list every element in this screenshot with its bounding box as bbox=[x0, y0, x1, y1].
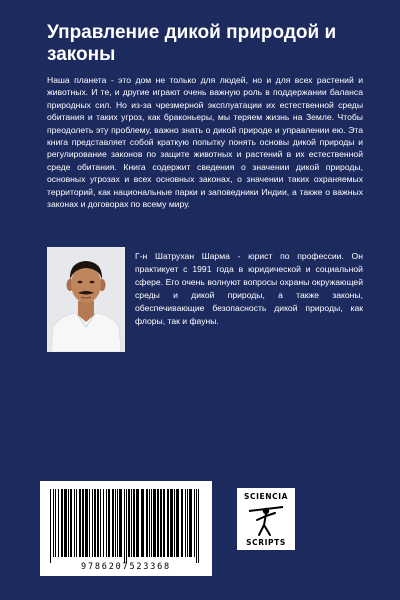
barcode-bar bbox=[198, 489, 199, 563]
barcode-bar bbox=[133, 489, 135, 557]
barcode-bar bbox=[64, 489, 67, 557]
isbn-number: 9786207523368 bbox=[81, 562, 171, 572]
barcode-bar bbox=[85, 489, 88, 557]
barcode-bar bbox=[170, 489, 173, 557]
scientist-figure-icon bbox=[245, 502, 287, 538]
barcode-bar bbox=[196, 489, 197, 563]
barcode-bar bbox=[68, 489, 69, 557]
book-title: Управление дикой природой и законы bbox=[47, 22, 337, 65]
barcode-bar bbox=[128, 489, 130, 557]
barcode-bar bbox=[174, 489, 175, 557]
barcode-bar bbox=[181, 489, 183, 557]
barcode-bar bbox=[97, 489, 99, 557]
barcode-bar bbox=[189, 489, 192, 557]
barcode-bar bbox=[79, 489, 81, 557]
barcode-bar bbox=[149, 489, 150, 557]
barcode-bar bbox=[187, 489, 188, 557]
author-bio: Г-н Шатрухан Шарма - юрист по профессии. Он практикует с 1991 года в юридической и социальной сфере. Его очень волнуют вопросы охраны окружающей среды и дикой природы, а также законы, обеспечивающие безопасность дикой природы, как флоры, так и фауны. bbox=[135, 251, 363, 326]
barcode-bar bbox=[82, 489, 84, 557]
barcode-bar bbox=[58, 489, 59, 557]
barcode-bar bbox=[151, 489, 152, 557]
barcode-bar bbox=[167, 489, 169, 557]
barcode-bar bbox=[160, 489, 162, 557]
barcode-bar bbox=[112, 489, 114, 557]
barcode-bar bbox=[124, 489, 125, 563]
barcode-bar bbox=[153, 489, 156, 557]
barcode-bar bbox=[141, 489, 144, 557]
book-description: Наша планета - это дом не только для людей, но и для всех растений и животных. И те, и другие играют очень важную роль в поддержании баланса природных сил. Но из-за чрезмерной эксплуатации их естественной среды обитания и таких угроз, как браконьеры, мы теряем жизнь на Земле. Чтобы преодолеть эту проблему, важно знать о дикой природе и управлении ею. Эта книга представляет собой краткую попытку понять основы дикой природы и регулирование законов по защите животных и растений в их естественной среде обитания. Книга содержит сведения о значении дикой природы, основных угрозах и всех основных законах, о значении таких охраняемых территорий, как национальные парки и заповедники Индии, а также о важных законах и договорах по всему миру. bbox=[47, 75, 363, 210]
barcode-bar bbox=[61, 489, 63, 557]
author-photo bbox=[47, 247, 125, 352]
barcode-bar bbox=[94, 489, 96, 557]
barcode-bar bbox=[108, 489, 110, 557]
barcode-bar bbox=[157, 489, 159, 557]
barcode-bar bbox=[74, 489, 75, 557]
barcode-bars bbox=[48, 489, 204, 563]
barcode-bar bbox=[163, 489, 165, 557]
barcode-bar bbox=[115, 489, 116, 557]
publisher-name-top: SCIENCIA bbox=[244, 492, 288, 501]
barcode-bar bbox=[53, 489, 54, 557]
barcode-bar bbox=[176, 489, 179, 557]
barcode-bar bbox=[92, 489, 93, 557]
barcode-bar bbox=[126, 489, 127, 563]
barcode-bar bbox=[185, 489, 186, 557]
barcode-bar bbox=[50, 489, 51, 563]
barcode-bar bbox=[76, 489, 77, 557]
barcode-bar bbox=[100, 489, 101, 557]
barcode-bar bbox=[117, 489, 118, 557]
publisher-name-bottom: SCRIPTS bbox=[246, 538, 286, 547]
barcode-bar bbox=[89, 489, 90, 557]
barcode-bar bbox=[136, 489, 139, 557]
barcode-bar bbox=[70, 489, 72, 557]
barcode-bar bbox=[103, 489, 104, 557]
barcode-bar bbox=[146, 489, 148, 557]
publisher-logo bbox=[237, 488, 295, 550]
barcode-bar bbox=[119, 489, 122, 557]
barcode-bar bbox=[131, 489, 132, 557]
barcode-bar bbox=[194, 489, 195, 557]
barcode-bar bbox=[55, 489, 56, 557]
barcode-bar bbox=[106, 489, 107, 557]
isbn-barcode bbox=[40, 481, 212, 576]
